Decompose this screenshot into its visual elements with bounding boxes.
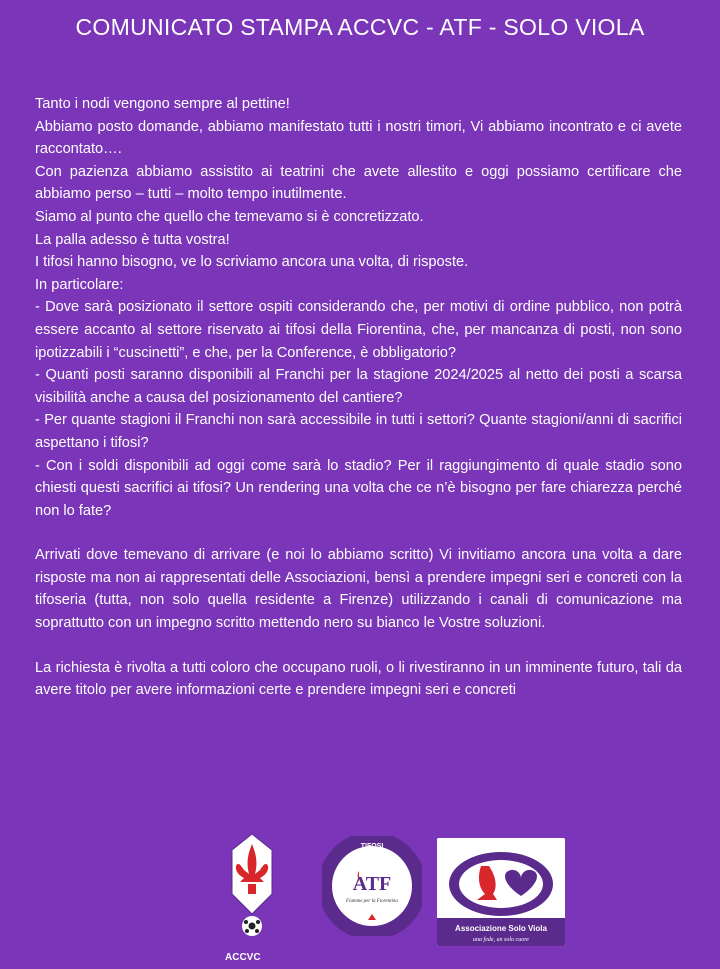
body-line: Con pazienza abbiamo assistito ai teatrini che avete allestito e oggi possiamo certificare che abbiamo perso – tutti – molto tempo inutilmente. xyxy=(35,163,682,203)
page-title: COMUNICATO STAMPA ACCVC - ATF - SOLO VIOLA xyxy=(75,14,645,40)
body-line: In particolare: xyxy=(35,276,124,293)
solo-viola-name: Associazione Solo Viola xyxy=(455,924,547,933)
body-line: I tifosi hanno bisogno, ve lo scriviamo ancora una volta, di risposte. xyxy=(35,254,469,271)
solo-viola-logo xyxy=(437,838,565,946)
body-paragraph: La richiesta è rivolta a tutti coloro che occupano ruoli, o li rivestiranno in un imminente futuro, tali da avere titolo per avere informazioni certe e prendere impegni seri e concreti xyxy=(35,659,682,699)
press-release-body xyxy=(35,93,682,702)
question-item: - Con i soldi disponibili ad oggi come sarà lo stadio? Per il raggiungimento di quale stadio sono chiesti questi sacrifici ai tifosi? Un rendering una volta che ce n’è bisogno per fare chiarezza perché non lo fate? xyxy=(35,457,682,519)
solo-viola-motto: una fede, un solo cuore xyxy=(473,937,529,943)
question-item: - Dove sarà posizionato il settore ospiti considerando che, per motivi di ordine pubblico, non potrà essere accanto al settore riservato ai tifosi della Fiorentina, che, per mancanza di posti, non sono ipotizzabili i “cuscinetti”, e che, per la Conference, è obbligatorio? xyxy=(35,299,682,361)
accvc-logo xyxy=(222,832,282,940)
svg-text:Fiamme per la Fiorentina: Fiamme per la Fiorentina xyxy=(346,899,398,904)
body-line: Abbiamo posto domande, abbiamo manifestato tutti i nostri timori, Vi abbiamo incontrato e ci avete raccontato…. xyxy=(35,118,682,158)
svg-text:ATF: ATF xyxy=(352,873,392,895)
body-paragraph: Arrivati dove temevano di arrivare (e noi lo abbiamo scritto) Vi invitiamo ancora una volta a dare risposte ma non ai rappresentati delle Associazioni, bensì a prendere impegni seri e concreti con la tifoseria (tutta, non solo quella residente a Firenze) utilizzando i canali di comunicazione ma soprattutto con un impegno scritto mettendo nero su bianco le Vostre soluzioni. xyxy=(35,547,682,632)
question-item: - Quanti posti saranno disponibili al Franchi per la stagione 2024/2025 al netto dei posti a scarsa visibilità anche a causa del posizionamento del cantiere? xyxy=(35,367,682,406)
atf-logo xyxy=(322,836,422,936)
body-line: Siamo al punto che quello che temevamo si è concretizzato. xyxy=(35,208,424,225)
accvc-label: ACCVC xyxy=(225,952,261,963)
body-line: La palla adesso è tutta vostra! xyxy=(35,231,230,248)
question-item: - Per quante stagioni il Franchi non sarà accessibile in tutti i settori? Quante stagioni/anni di sacrifici aspettano i tifosi? xyxy=(35,412,682,451)
atf-top-text: TIFOSI xyxy=(360,843,384,850)
body-line: Tanto i nodi vengono sempre al pettine! xyxy=(35,96,290,112)
